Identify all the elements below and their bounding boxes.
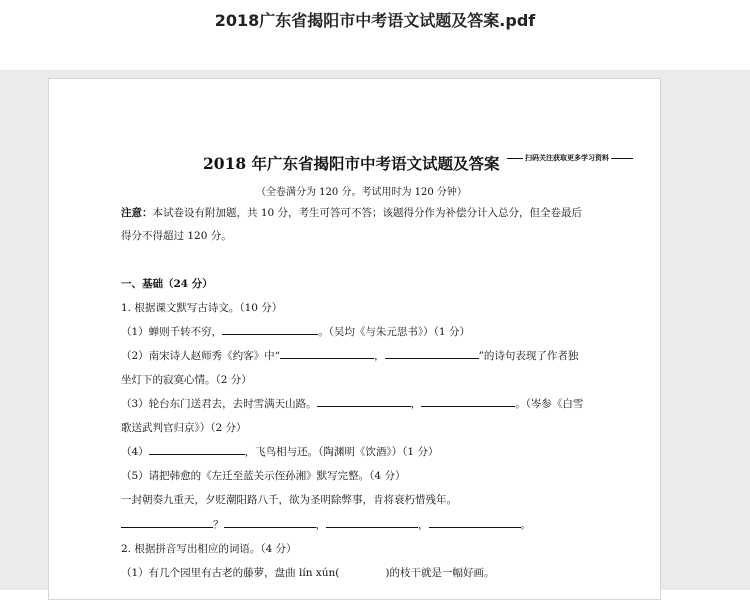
answer-blank[interactable] [421,396,515,407]
poem-lines: 一封朝奏九重天，夕贬潮阳路八千，欲为圣明除弊事，肯将衰朽惜残年。 [121,494,457,506]
question-1: 1. 根据课文默写古诗文。（10 分） [121,302,283,314]
q1-3-text-b: ， [410,398,422,410]
side-note-text: 扫码关注获取更多学习资料 [525,154,609,162]
question-1-4 [121,444,438,459]
punct-4: 。 [520,519,531,531]
answer-blank[interactable] [121,517,213,528]
q1-2-text-c: ”的诗句表现了作者独 [478,350,579,362]
pdf-viewer-area[interactable] [0,70,750,590]
punct-3: ， [418,519,429,531]
punct-2: ， [315,519,326,531]
q1-4-text-b: ，飞鸟相与还。（陶渊明《饮酒》）（1 分） [244,446,439,458]
question-1-3-cont: 歌送武判官归京》）（2 分） [121,422,247,434]
note-label: 注意： [121,207,153,219]
q1-2-text-b: ， [374,350,385,362]
pdf-page [48,78,661,600]
q1-4-text-a: （4） [121,446,149,458]
question-1-5: （5）请把韩愈的《左迁至蓝关示侄孙湘》默写完整。（4 分） [121,470,406,482]
answer-blank[interactable] [326,517,418,528]
answer-blank[interactable] [429,517,521,528]
document-file-title: 2018广东省揭阳市中考语文试题及答案.pdf [214,11,536,30]
dash-left [507,158,523,159]
q1-3-text-a: （3）轮台东门送君去，去时雪满天山路。 [121,398,317,410]
answer-blank[interactable] [317,396,411,407]
answer-blank[interactable] [280,348,374,359]
dash-right [611,158,633,159]
exam-subtitle: （全卷满分为 120 分。考试用时为 120 分钟） [256,187,467,198]
page-title: 2018 年广东省揭阳市中考语文试题及答案 [203,154,500,173]
question-1-5-blanks [121,517,531,532]
q1-3-text-c: 。（岑参《白雪 [515,398,584,410]
q1-1-text-b: 。（吴均《与朱元思书》）（1 分） [318,326,470,338]
note-line-1 [121,205,582,220]
question-2: 2. 根据拼音写出相应的词语。（4 分） [121,543,297,555]
question-1-1 [121,324,470,339]
viewer-header [0,0,750,70]
answer-blank[interactable] [224,517,316,528]
question-1-2-cont: 坐灯下的寂寞心情。（2 分） [121,374,252,386]
answer-blank[interactable] [149,444,245,455]
q1-1-text-a: （1）蝉则千转不穷， [121,326,223,338]
note-text-1: 本试卷设有附加题，共 10 分，考生可答可不答；该题得分作为补偿分计入总分，但全卷最后 [152,207,583,219]
q1-2-text-a: （2）南宋诗人赵师秀《约客》中“ [121,350,281,362]
answer-blank[interactable] [385,348,479,359]
note-line-2: 得分不得超过 120 分。 [121,230,232,242]
question-2-1 [121,565,495,580]
section-heading-basics: 一、基础（24 分） [121,278,213,290]
question-1-3 [121,396,583,411]
q2-1-text-a: （1）有几个园里有古老的藤萝，盘曲 lín xún( [121,567,340,579]
side-note [507,148,660,168]
answer-blank[interactable] [222,324,318,335]
punct-1: ？ [213,519,224,531]
q2-1-text-b: )的枝干就是一幅好画。 [385,567,495,579]
question-1-2 [121,348,578,363]
